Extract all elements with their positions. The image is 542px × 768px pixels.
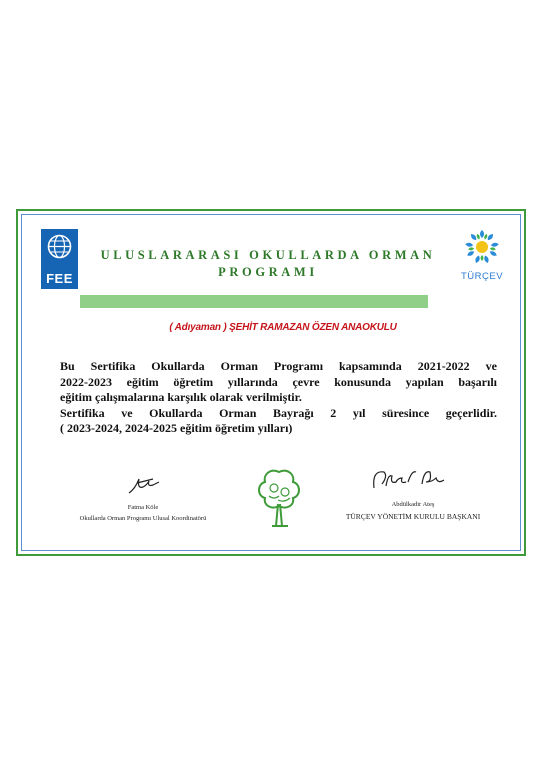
turcev-logo-text: TÜRÇEV: [460, 271, 504, 282]
certificate-body: [60, 359, 497, 437]
title-line-1: ULUSLARARASI OKULLARDA ORMAN: [100, 248, 436, 262]
body-line: eğitim çalışmalarına karşılık olarak verilmiştir.: [60, 390, 302, 405]
body-line: Bu Sertifika Okullarda Orman Programı kapsamında 2021-2022 ve: [60, 359, 497, 373]
fee-logo-text: FEE: [46, 271, 73, 286]
signature-block-left: [68, 473, 218, 522]
tree-illustration: [254, 466, 304, 528]
title-line-2: PROGRAMI: [218, 265, 318, 279]
turcev-logo: [458, 227, 506, 285]
body-line: Sertifika ve Okullarda Orman Bayrağı 2 yıl süresince geçerlidir.: [60, 405, 497, 420]
signatory-name-right: Abdülkadir Ateş: [391, 501, 435, 508]
handwritten-signature-right: [368, 466, 458, 494]
green-divider-bar: [80, 295, 428, 308]
handwritten-signature-left: [123, 473, 163, 497]
school-name: ( Adıyaman ) ŞEHİT RAMAZAN ÖZEN ANAOKULU: [169, 322, 397, 333]
signatory-role-right: TÜRÇEV YÖNETİM KURULU BAŞKANI: [345, 512, 481, 521]
body-line: ( 2023-2024, 2024-2025 eğitim öğretim yılları): [60, 421, 293, 436]
globe-leaves-icon: [47, 234, 72, 259]
tree-illustration-icon: [254, 466, 304, 528]
signatory-role-left: Okullarda Orman Programı Ulusal Koordinatörü: [79, 515, 207, 522]
fee-logo: [41, 229, 78, 289]
sun-birds-icon: [458, 227, 506, 269]
certificate: [16, 209, 526, 556]
page-title: [88, 247, 448, 281]
signature-block-right: [343, 466, 483, 521]
signatory-name-left: Fatma Köle: [127, 504, 159, 511]
body-line: 2022-2023 eğitim öğretim yıllarında çevre konusunda yapılan başarılı: [60, 374, 497, 389]
